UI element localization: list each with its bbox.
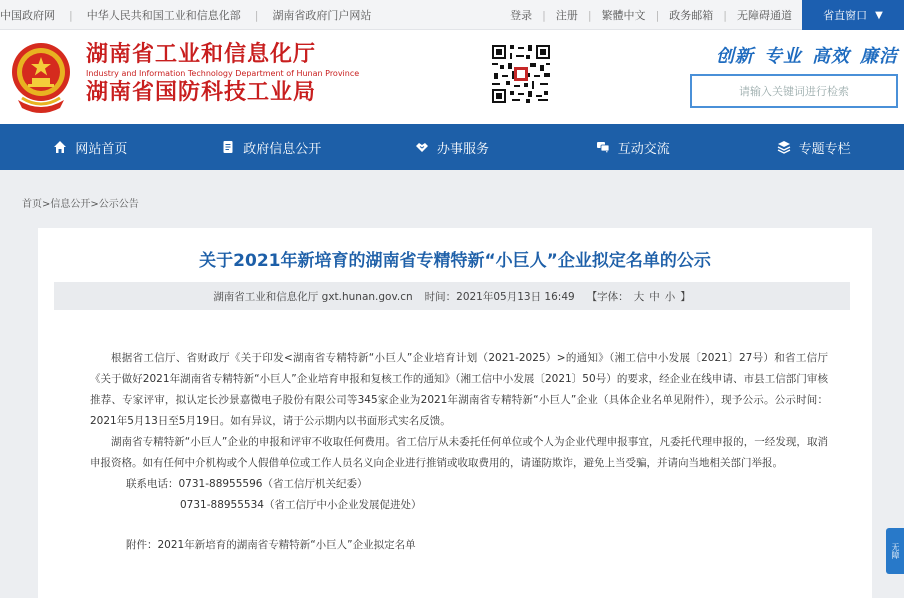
article-title: 关于2021年新培育的湖南省专精特新“小巨人”企业拟定名单的公示	[199, 251, 711, 271]
handshake-icon	[415, 140, 429, 154]
register-link[interactable]: 注册	[555, 9, 578, 22]
chat-icon	[596, 140, 610, 154]
font-size-label: 【字体：	[586, 290, 629, 303]
provincial-window-button[interactable]	[802, 0, 904, 30]
divider: |	[254, 8, 259, 22]
font-size-large[interactable]: 大	[633, 290, 645, 303]
contact-phone-2: 0731-88955534（省工信厅中小企业发展促进处）	[180, 499, 422, 511]
divider: |	[542, 8, 546, 22]
article-panel	[38, 228, 872, 598]
article-paragraph: 根据省工信厅、省财政厅《关于印发<湖南省专精特新“小巨人”企业培育计划（2021-2025）>的通知》（湘工信中小发展〔2021〕27号）和省工信厅《关于做好2021年湖南省专精特新“小巨人”企业培育申报和复核工作的通知》（湘工信中小发展〔2021〕50号）的要求，经企业在线申请、市县工信部门审核推荐、专家评审，拟认定长沙景嘉微电子股份有限公司等345家企业为2021年湖南省专精特新“小巨人”企业（具体企业名单见附件），现予公示。公示时间：2021年5月13日至5月19日。如有异议，请于公示期内以书面形式实名反馈。	[90, 352, 828, 427]
link-hunan-gov[interactable]: 湖南省政府门户网站	[272, 9, 372, 22]
attachment-link[interactable]: 附件：2021年新培育的湖南省专精特新“小巨人”企业拟定名单	[126, 539, 416, 551]
divider: |	[723, 8, 727, 22]
font-size-small[interactable]: 小	[664, 290, 676, 303]
divider: |	[69, 8, 73, 22]
gov-mail-link[interactable]: 政务邮箱	[669, 9, 714, 22]
document-icon	[221, 140, 235, 154]
link-gov-cn[interactable]: 中国政府网	[0, 9, 55, 22]
nav-item-label: 网站首页	[75, 141, 128, 157]
nav-item-home[interactable]	[0, 124, 181, 170]
divider: |	[655, 8, 660, 22]
article-time: 时间：2021年05月13日 16:49	[424, 290, 575, 303]
font-size-close: 】	[680, 290, 691, 303]
article-paragraph: 湖南省专精特新“小巨人”企业的申报和评审不收取任何费用。省工信厅从未委托任何单位或个人为企业代理申报事宜，凡委托代理申报的，一经发现，取消申报资格。如有任何中介机构或个人假借单位或工作人员名义向企业进行推销或收取费用的，请谨防欺诈，避免上当受骗，并请向当地相关部门举报。	[90, 436, 828, 469]
search-box	[690, 74, 898, 108]
nav-item-gov-info[interactable]	[181, 124, 362, 170]
qr-code-icon	[490, 43, 552, 105]
slogan-word: 创新	[716, 46, 754, 67]
nav-item-label: 办事服务	[436, 141, 489, 157]
accessibility-link[interactable]: 无障碍通道	[737, 9, 792, 22]
nav-item-special-topics[interactable]	[723, 124, 904, 170]
slogan	[716, 42, 898, 68]
traditional-chinese-link[interactable]: 繁體中文	[601, 9, 646, 22]
site-title-primary: 湖南省工业和信息化厅	[86, 42, 317, 67]
slogan-word: 廉洁	[860, 46, 898, 67]
side-tab-label: 无障	[891, 543, 900, 559]
font-size-control	[587, 289, 691, 304]
national-emblem-icon	[10, 40, 72, 114]
link-miit[interactable]: 中华人民共和国工业和信息化部	[86, 9, 241, 22]
top-bar	[0, 0, 904, 30]
site-title-english: Industry and Information Technology Department of Hunan Province	[86, 69, 360, 78]
site-title-secondary: 湖南省国防科技工业局	[86, 80, 317, 105]
nav-item-services[interactable]	[362, 124, 543, 170]
caret-down-icon: ▼	[875, 9, 883, 21]
nav-item-label: 专题专栏	[798, 141, 851, 157]
nav-item-label: 互动交流	[617, 141, 670, 157]
login-link[interactable]: 登录	[510, 9, 533, 22]
provincial-window-label: 省直窗口	[823, 9, 868, 22]
search-input[interactable]	[699, 85, 889, 98]
article-source: 湖南省工业和信息化厅 gxt.hunan.gov.cn	[213, 290, 413, 303]
site-header	[0, 30, 904, 124]
article-body	[90, 348, 828, 556]
home-icon	[53, 140, 67, 154]
divider: |	[587, 8, 592, 22]
breadcrumb[interactable]: 首页>信息公开>公示公告	[22, 199, 139, 210]
contact-phone-1: 联系电话：0731-88955596（省工信厅机关纪委）	[126, 478, 368, 490]
nav-item-label: 政府信息公开	[243, 141, 322, 157]
nav-item-interaction[interactable]	[542, 124, 723, 170]
slogan-word: 高效	[812, 46, 850, 67]
slogan-word: 专业	[764, 46, 802, 67]
main-nav	[0, 124, 904, 170]
font-size-medium[interactable]: 中	[649, 290, 660, 303]
layers-icon	[777, 140, 791, 154]
article-meta	[54, 282, 850, 310]
accessibility-side-tab[interactable]	[886, 528, 904, 574]
